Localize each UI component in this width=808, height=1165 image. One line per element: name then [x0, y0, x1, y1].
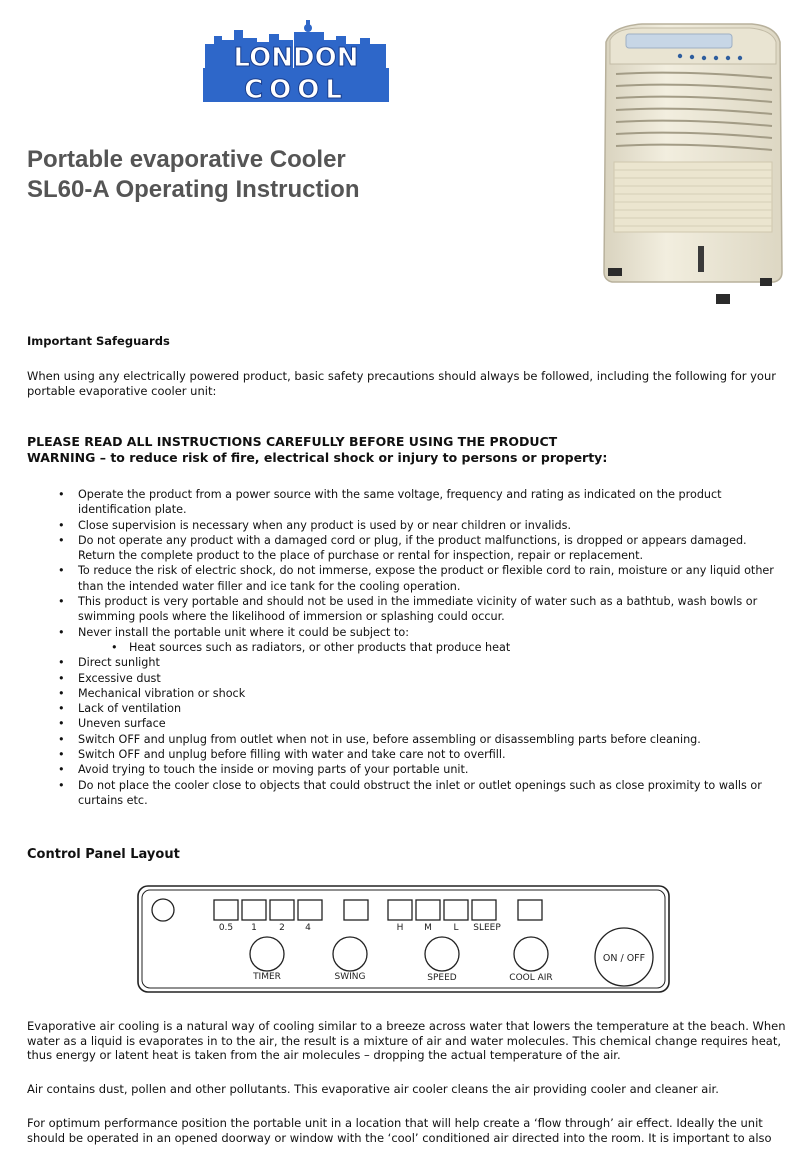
- air-cleaning-paragraph: Air contains dust, pollen and other pollutants. This evaporative air cooler cleans the air providing cooler and cleaner air.: [27, 1082, 719, 1096]
- svg-text:COOL: COOL: [244, 75, 348, 104]
- positioning-paragraph: For optimum performance position the portable unit in a location that will help create a ‘flow through’ air effect. Ideally the unit should be operated in an opened doorway or window with the ‘cool’ conditioned air directed into the room. It is important to also: [27, 1116, 772, 1145]
- warning-block: [27, 434, 797, 466]
- safety-list: [27, 487, 787, 808]
- list-item: • Never install the portable unit where it could be subject to:: [27, 625, 787, 640]
- safeguards-heading: Important Safeguards: [27, 334, 170, 348]
- timer-label: 1: [251, 923, 257, 933]
- list-item: • Switch OFF and unplug before filling with water and take care not to overfill.: [27, 747, 787, 762]
- speed-label: SLEEP: [473, 923, 501, 933]
- london-cool-logo: [200, 18, 392, 104]
- list-item: • Close supervision is necessary when any product is used by or near children or invalids.: [27, 518, 787, 533]
- cool-air-button-label: COOL AIR: [509, 973, 553, 983]
- timer-label: 2: [279, 923, 285, 933]
- svg-text:LONDON: LONDON: [233, 43, 359, 73]
- list-item: • Do not operate any product with a damaged cord or plug, if the product malfunctions, is dropped or appears damaged. Return the complete product to the place of purchase or rental for inspection, repair or replacement.: [27, 533, 787, 564]
- swing-button-label: SWING: [334, 972, 366, 982]
- list-item: • Do not place the cooler close to objects that could obstruct the inlet or outlet openings such as close proximity to walls or curtains etc.: [27, 778, 787, 809]
- read-instructions-line: PLEASE READ ALL INSTRUCTIONS CAREFULLY BEFORE USING THE PRODUCT: [27, 434, 558, 449]
- on-off-button-label: ON / OFF: [602, 953, 646, 964]
- document-title: [27, 145, 359, 205]
- list-item: • Mechanical vibration or shock: [27, 686, 787, 701]
- sub-list-item: • Heat sources such as radiators, or other products that produce heat: [27, 640, 787, 655]
- evaporative-cooling-paragraph: Evaporative air cooling is a natural way of cooling similar to a breeze across water that lowers the temperature at the beach. When water as a liquid is evaporates in to the air, the result is a mixture of air and water molecules. This chemical change requires heat, thus energy or latent heat is taken from the air molecules – dropping the actual temperature of the air.: [27, 1019, 786, 1062]
- title-line-2: SL60-A Operating Instruction: [27, 176, 360, 203]
- list-item: • Uneven surface: [27, 716, 787, 731]
- list-item: • Lack of ventilation: [27, 701, 787, 716]
- control-panel-heading: Control Panel Layout: [27, 847, 180, 862]
- list-item: • To reduce the risk of electric shock, do not immerse, expose the product or flexible cord to rain, moisture or any liquid other than the intended water filler and ice tank for the cooling operation.: [27, 563, 787, 594]
- list-item: • Operate the product from a power source with the same voltage, frequency and rating as indicated on the product identification plate.: [27, 487, 787, 518]
- list-item: • This product is very portable and should not be used in the immediate vicinity of water such as a bathtub, wash bowls or swimming pools where the likelihood of immersion or splashing could occur.: [27, 594, 787, 625]
- control-panel-diagram: [136, 884, 671, 994]
- speed-label: M: [424, 923, 432, 933]
- list-item: • Excessive dust: [27, 671, 787, 686]
- speed-button-label: SPEED: [427, 973, 457, 983]
- list-item: • Avoid trying to touch the inside or moving parts of your portable unit.: [27, 762, 787, 777]
- timer-label: 4: [305, 923, 311, 933]
- timer-button-label: TIMER: [253, 972, 281, 982]
- title-line-1: Portable evaporative Cooler: [27, 146, 346, 173]
- list-item: • Direct sunlight: [27, 655, 787, 670]
- speed-label: H: [396, 923, 404, 933]
- safeguards-intro: When using any electrically powered product, basic safety precautions should always be followed, including the following for your portable evaporative cooler unit:: [27, 369, 776, 398]
- list-item: • Switch OFF and unplug from outlet when not in use, before assembling or disassembling parts before cleaning.: [27, 732, 787, 747]
- warning-line: WARNING – to reduce risk of fire, electrical shock or injury to persons or property:: [27, 450, 608, 465]
- cooler-product-image: [592, 20, 786, 310]
- timer-label: 0.5: [218, 923, 234, 933]
- speed-label: L: [453, 923, 459, 933]
